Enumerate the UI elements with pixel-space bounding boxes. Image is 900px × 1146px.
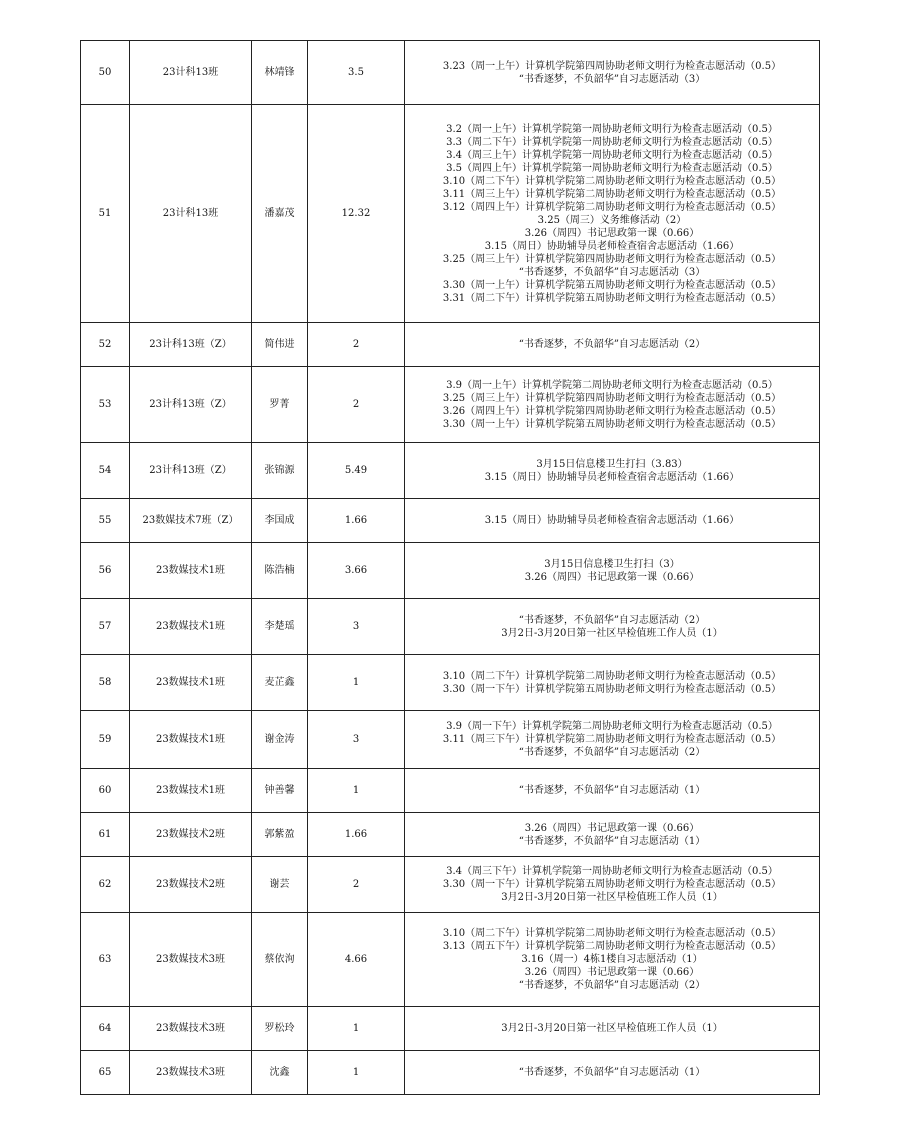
volunteer-hours-cell: 1 (308, 655, 405, 711)
table-row (81, 1007, 820, 1051)
activity-item: 3.11（周三上午）计算机学院第二周协助老师文明行为检查志愿活动（0.5） (442, 188, 782, 200)
class-cell: 23计科13班 (130, 41, 252, 105)
activity-list-cell (405, 105, 820, 323)
activity-list-cell (405, 1051, 820, 1095)
table-row (81, 323, 820, 367)
student-name-cell: 陈浩楠 (252, 543, 308, 599)
table-row (81, 711, 820, 769)
activity-item: 3.10（周二下午）计算机学院第二周协助老师文明行为检查志愿活动（0.5） (442, 670, 782, 682)
activity-item: “书香逐梦，不负韶华”自习志愿活动（3） (518, 266, 706, 278)
class-cell: 23数媒技术7班（Z） (130, 499, 252, 543)
table-row (81, 443, 820, 499)
volunteer-hours-cell: 3 (308, 711, 405, 769)
row-number-cell: 50 (81, 41, 130, 105)
class-cell: 23数媒技术3班 (130, 1051, 252, 1095)
table-row (81, 499, 820, 543)
volunteer-hours-cell: 3.5 (308, 41, 405, 105)
activity-item: 3月2日-3月20日第一社区早检值班工作人员（1） (501, 627, 723, 639)
class-cell: 23数媒技术2班 (130, 857, 252, 913)
row-number-cell: 54 (81, 443, 130, 499)
student-name-cell: 罗菁 (252, 367, 308, 443)
activity-item: “书香逐梦，不负韶华”自习志愿活动（2） (518, 747, 706, 758)
row-number-cell: 62 (81, 857, 130, 913)
activity-item: 3.26（周四）书记思政第一课（0.66） (524, 967, 700, 978)
activity-list-cell (405, 857, 820, 913)
student-name-cell: 蔡依洵 (252, 913, 308, 1007)
activity-list-cell (405, 813, 820, 857)
volunteer-hours-cell: 1 (308, 1007, 405, 1051)
activity-item: 3.16（周一）4栋1楼自习志愿活动（1） (521, 954, 703, 965)
student-name-cell: 张锦源 (252, 443, 308, 499)
activity-item: 3.30（周一上午）计算机学院第五周协助老师文明行为检查志愿活动（0.5） (442, 279, 782, 291)
activity-item: “书香逐梦，不负韶华”自习志愿活动（1） (518, 835, 706, 847)
row-number-cell: 51 (81, 105, 130, 323)
activity-item: 3月15日信息楼卫生打扫（3） (544, 558, 680, 570)
activity-item: “书香逐梦，不负韶华”自习志愿活动（1） (518, 785, 706, 796)
activity-item: 3.25（周三）义务维修活动（2） (537, 214, 687, 226)
row-number-cell: 64 (81, 1007, 130, 1051)
student-name-cell: 潘嘉茂 (252, 105, 308, 323)
activity-item: 3.13（周五下午）计算机学院第二周协助老师文明行为检查志愿活动（0.5） (442, 941, 782, 952)
activity-item: 3月15日信息楼卫生打扫（3.83） (536, 458, 688, 470)
activity-item: 3.10（周二下午）计算机学院第二周协助老师文明行为检查志愿活动（0.5） (442, 928, 782, 939)
row-number-cell: 57 (81, 599, 130, 655)
activity-list-cell (405, 41, 820, 105)
row-number-cell: 63 (81, 913, 130, 1007)
activity-list-cell (405, 499, 820, 543)
table-row (81, 599, 820, 655)
row-number-cell: 52 (81, 323, 130, 367)
student-name-cell: 罗松玲 (252, 1007, 308, 1051)
row-number-cell: 56 (81, 543, 130, 599)
table-row (81, 813, 820, 857)
volunteer-hours-cell: 1.66 (308, 499, 405, 543)
activity-item: 3.26（周四）书记思政第一课（0.66） (524, 227, 700, 239)
table-row (81, 857, 820, 913)
activity-item: 3.10（周二下午）计算机学院第二周协助老师文明行为检查志愿活动（0.5） (442, 175, 782, 187)
activity-item: 3月2日-3月20日第一社区早检值班工作人员（1） (501, 892, 723, 903)
row-number-cell: 59 (81, 711, 130, 769)
activity-item: 3.25（周三上午）计算机学院第四周协助老师文明行为检查志愿活动（0.5） (442, 392, 782, 404)
student-name-cell: 麦芷鑫 (252, 655, 308, 711)
table-row (81, 41, 820, 105)
row-number-cell: 53 (81, 367, 130, 443)
activity-list-cell (405, 711, 820, 769)
student-name-cell: 林靖锋 (252, 41, 308, 105)
activity-item: 3.26（周四上午）计算机学院第四周协助老师文明行为检查志愿活动（0.5） (442, 405, 782, 417)
activity-list-cell (405, 655, 820, 711)
activity-list-cell (405, 1007, 820, 1051)
activity-item: 3.12（周四上午）计算机学院第二周协助老师文明行为检查志愿活动（0.5） (442, 201, 782, 213)
activity-item: 3.11（周三下午）计算机学院第二周协助老师文明行为检查志愿活动（0.5） (442, 734, 782, 745)
activity-item: 3.30（周一下午）计算机学院第五周协助老师文明行为检查志愿活动（0.5） (442, 683, 782, 695)
activity-list-cell (405, 599, 820, 655)
activity-item: 3.9（周一上午）计算机学院第二周协助老师文明行为检查志愿活动（0.5） (446, 379, 778, 391)
class-cell: 23计科13班（Z） (130, 323, 252, 367)
table-row (81, 543, 820, 599)
student-name-cell: 李国成 (252, 499, 308, 543)
class-cell: 23数媒技术1班 (130, 599, 252, 655)
activity-item: 3.15（周日）协助辅导员老师检查宿舍志愿活动（1.66） (484, 471, 740, 483)
activity-item: “书香逐梦，不负韶华”自习志愿活动（2） (518, 614, 706, 626)
activity-item: 3.30（周一上午）计算机学院第五周协助老师文明行为检查志愿活动（0.5） (442, 418, 782, 430)
activity-list-cell (405, 543, 820, 599)
activity-item: 3.4（周三下午）计算机学院第一周协助老师文明行为检查志愿活动（0.5） (446, 866, 778, 877)
table-row (81, 105, 820, 323)
activity-item: 3.26（周四）书记思政第一课（0.66） (524, 571, 700, 583)
volunteer-hours-cell: 3 (308, 599, 405, 655)
volunteer-hours-cell: 1 (308, 769, 405, 813)
student-name-cell: 钟善馨 (252, 769, 308, 813)
class-cell: 23数媒技术1班 (130, 543, 252, 599)
volunteer-hours-table (80, 40, 820, 1095)
volunteer-hours-cell: 5.49 (308, 443, 405, 499)
row-number-cell: 58 (81, 655, 130, 711)
volunteer-hours-cell: 2 (308, 367, 405, 443)
volunteer-hours-cell: 3.66 (308, 543, 405, 599)
class-cell: 23数媒技术2班 (130, 813, 252, 857)
activity-item: “书香逐梦，不负韶华”自习志愿活动（2） (518, 980, 706, 991)
table-row (81, 367, 820, 443)
class-cell: 23数媒技术3班 (130, 913, 252, 1007)
row-number-cell: 60 (81, 769, 130, 813)
table-row (81, 1051, 820, 1095)
class-cell: 23计科13班 (130, 105, 252, 323)
activity-item: 3.4（周三上午）计算机学院第一周协助老师文明行为检查志愿活动（0.5） (446, 149, 778, 161)
student-name-cell: 谢芸 (252, 857, 308, 913)
activity-item: 3.3（周二下午）计算机学院第一周协助老师文明行为检查志愿活动（0.5） (446, 136, 778, 148)
activity-item: 3.25（周三上午）计算机学院第四周协助老师文明行为检查志愿活动（0.5） (442, 253, 782, 265)
class-cell: 23数媒技术1班 (130, 711, 252, 769)
class-cell: 23数媒技术1班 (130, 655, 252, 711)
student-name-cell: 沈鑫 (252, 1051, 308, 1095)
table-row (81, 769, 820, 813)
activity-item: 3月2日-3月20日第一社区早检值班工作人员（1） (501, 1023, 723, 1034)
volunteer-hours-cell: 2 (308, 323, 405, 367)
activity-item: 3.2（周一上午）计算机学院第一周协助老师文明行为检查志愿活动（0.5） (446, 123, 778, 135)
volunteer-hours-cell: 1 (308, 1051, 405, 1095)
activity-list-cell (405, 367, 820, 443)
activity-list-cell (405, 443, 820, 499)
table-body (81, 41, 820, 1095)
class-cell: 23计科13班（Z） (130, 443, 252, 499)
activity-list-cell (405, 323, 820, 367)
table-row (81, 913, 820, 1007)
class-cell: 23计科13班（Z） (130, 367, 252, 443)
activity-item: 3.23（周一上午）计算机学院第四周协助老师文明行为检查志愿活动（0.5） (442, 60, 782, 72)
activity-item: “书香逐梦，不负韶华”自习志愿活动（2） (518, 339, 706, 350)
activity-item: “书香逐梦，不负韶华”自习志愿活动（3） (518, 73, 706, 85)
student-name-cell: 郭紫盈 (252, 813, 308, 857)
student-name-cell: 李楚瑶 (252, 599, 308, 655)
volunteer-hours-cell: 12.32 (308, 105, 405, 323)
class-cell: 23数媒技术1班 (130, 769, 252, 813)
row-number-cell: 61 (81, 813, 130, 857)
activity-list-cell (405, 913, 820, 1007)
row-number-cell: 65 (81, 1051, 130, 1095)
activity-item: 3.9（周一下午）计算机学院第二周协助老师文明行为检查志愿活动（0.5） (446, 721, 778, 732)
activity-item: 3.15（周日）协助辅导员老师检查宿舍志愿活动（1.66） (484, 515, 740, 526)
row-number-cell: 55 (81, 499, 130, 543)
activity-item: 3.15（周日）协助辅导员老师检查宿舍志愿活动（1.66） (484, 240, 740, 252)
activity-list-cell (405, 769, 820, 813)
table-row (81, 655, 820, 711)
student-name-cell: 简伟进 (252, 323, 308, 367)
activity-item: 3.30（周一下午）计算机学院第五周协助老师文明行为检查志愿活动（0.5） (442, 879, 782, 890)
activity-item: 3.26（周四）书记思政第一课（0.66） (524, 822, 700, 834)
class-cell: 23数媒技术3班 (130, 1007, 252, 1051)
volunteer-hours-cell: 2 (308, 857, 405, 913)
student-name-cell: 谢金涛 (252, 711, 308, 769)
activity-item: 3.5（周四上午）计算机学院第一周协助老师文明行为检查志愿活动（0.5） (446, 162, 778, 174)
volunteer-hours-cell: 4.66 (308, 913, 405, 1007)
activity-item: 3.31（周二下午）计算机学院第五周协助老师文明行为检查志愿活动（0.5） (442, 292, 782, 304)
activity-item: “书香逐梦，不负韶华”自习志愿活动（1） (518, 1067, 706, 1078)
volunteer-hours-cell: 1.66 (308, 813, 405, 857)
